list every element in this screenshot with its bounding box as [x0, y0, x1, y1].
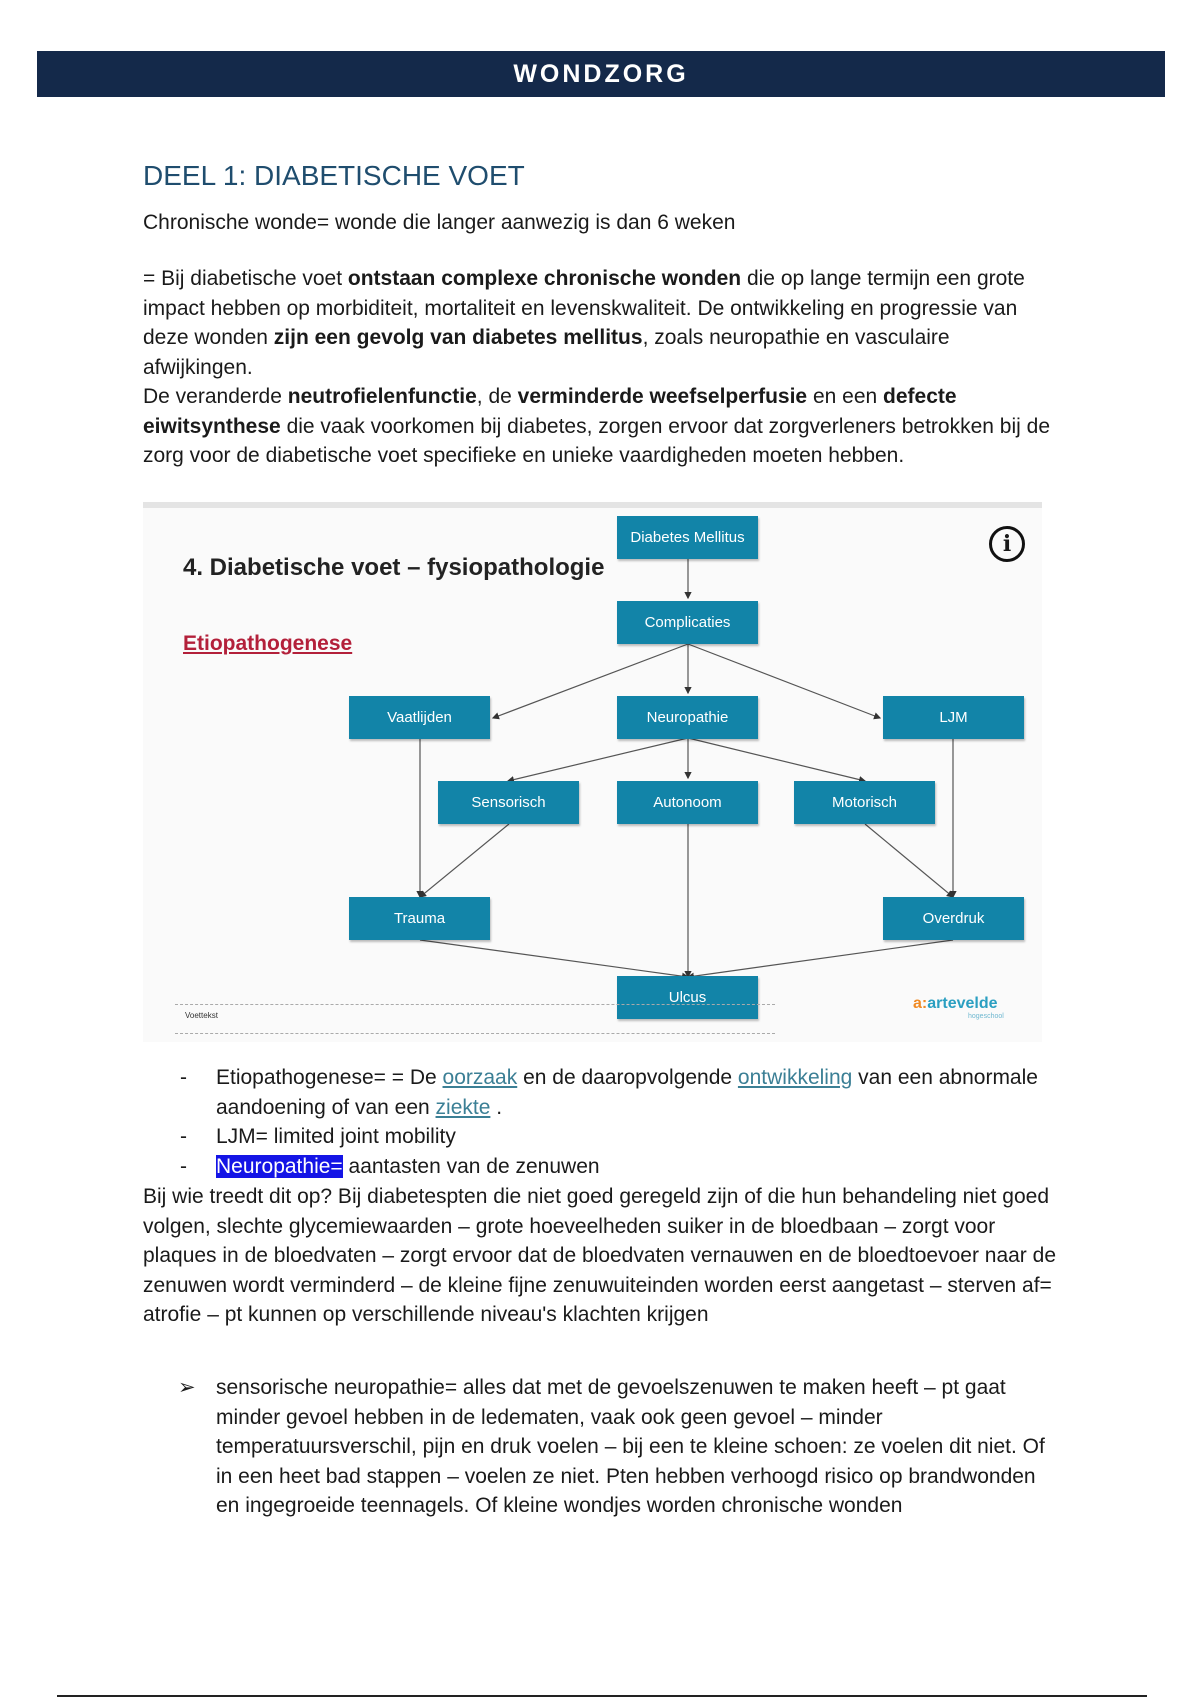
node-sensorisch: Sensorisch	[438, 781, 579, 824]
text-run: , de	[476, 385, 518, 408]
text-run: van een abnormale aandoening of van een	[216, 1066, 1038, 1119]
intro-paragraph-2	[143, 264, 1063, 382]
text-run: en een	[807, 385, 884, 408]
link-ziekte[interactable]: ziekte	[435, 1095, 491, 1119]
bold-run: defecte eiwitsynthese	[143, 385, 957, 438]
text-run: , zoals neuropathie en vasculaire afwijkingen.	[143, 326, 950, 379]
node-ljm: LJM	[883, 696, 1024, 739]
page-header-banner: WONDZORG	[37, 51, 1165, 97]
highlighted-text[interactable]: Neuropathie=	[216, 1154, 343, 1178]
text-run: LJM= limited joint mobility	[216, 1125, 456, 1148]
fysiopathologie-diagram	[143, 502, 1042, 1042]
intro-paragraph-3	[143, 382, 1063, 471]
text-run: De veranderde	[143, 385, 288, 408]
arrow-bullet-icon: ➢	[178, 1376, 196, 1399]
node-motorisch: Motorisch	[794, 781, 935, 824]
bold-run: zijn een gevolg van diabetes mellitus	[273, 326, 643, 349]
diagram-connectors	[143, 508, 1042, 1042]
text-run: = Bij diabetische voet	[143, 267, 348, 290]
text-run: en de daaropvolgende	[517, 1066, 738, 1089]
text-run: Etiopathogenese= = De	[216, 1066, 443, 1089]
node-neuropathie: Neuropathie	[617, 696, 758, 739]
dash-bullet: -	[180, 1125, 187, 1148]
page-bottom-rule	[57, 1695, 1147, 1697]
logo-subtext: hogeschool	[968, 1013, 1004, 1020]
list-item	[143, 1373, 1063, 1521]
diagram-subtitle: Etiopathogenese	[183, 632, 353, 655]
bold-run: neutrofielenfunctie	[287, 385, 477, 408]
node-vaatlijden: Vaatlijden	[349, 696, 490, 739]
dash-bullet: -	[180, 1154, 187, 1178]
footer-label: Voettekst	[185, 1011, 218, 1020]
info-icon[interactable]: i	[989, 526, 1025, 562]
section-heading: DEEL 1: DIABETISCHE VOET	[143, 160, 525, 191]
node-ulcus: Ulcus	[617, 976, 758, 1019]
diagram-title: 4. Diabetische voet – fysiopathologie	[183, 554, 605, 581]
logo-name: artevelde	[927, 995, 998, 1012]
list-item	[143, 1122, 1063, 1152]
node-trauma: Trauma	[349, 897, 490, 940]
text-run: die vaak voorkomen bij diabetes, zorgen ervoor dat zorgverleners betrokken bij de zorg voor de diabetische voet specifieke en unieke vaardigheden moeten hebben.	[143, 414, 1050, 467]
node-complicaties: Complicaties	[617, 601, 758, 644]
list-item	[143, 1063, 1063, 1122]
intro-paragraph-1: Chronische wonde= wonde die langer aanwezig is dan 6 weken	[143, 211, 736, 234]
text-run: sensorische neuropathie= alles dat met de gevoelszenuwen te maken heeft – pt gaat minder gevoel hebben in de ledematen, vaak ook geen gevoel – minder temperatuursverschil, pijn en druk voelen – bij een te kleine schoen: ze voelen dit niet. Of in een heet bad stappen – voelen ze niet. Pten hebben verhoogd risico op brandwonden en ingegroeide teennagels. Of kleine wondjes worden chronische wonden	[216, 1376, 1045, 1517]
text-run: .	[490, 1095, 503, 1119]
link-ontwikkeling[interactable]: ontwikkeling	[737, 1066, 853, 1089]
sub-list	[143, 1373, 1063, 1521]
definition-list	[143, 1063, 1063, 1181]
dash-bullet: -	[180, 1066, 187, 1089]
node-diabetes-mellitus: Diabetes Mellitus	[617, 516, 758, 559]
node-autonoom: Autonoom	[617, 781, 758, 824]
footer-placeholder-box	[175, 1004, 775, 1034]
node-overdruk: Overdruk	[883, 897, 1024, 940]
bold-run: ontstaan complexe chronische wonden	[347, 267, 742, 290]
text-run: aantasten van de zenuwen	[342, 1154, 600, 1178]
list-item	[143, 1152, 1063, 1182]
body-paragraph: Bij wie treedt dit op? Bij diabetespten die niet goed geregeld zijn of die hun behandeling niet goed volgen, slechte glycemiewaarden – grote hoeveelheden suiker in de bloedbaan – zorgt voor plaques in de bloedvaten – zorgt ervoor dat de bloedvaten vernauwen en de bloedtoevoer naar de zenuwen wordt verminderd – de kleine fijne zenuwuiteinden worden eerst aangetast – sterven af= atrofie – pt kunnen op verschillende niveau's klachten krijgen	[143, 1185, 1056, 1326]
logo-prefix: a:	[913, 995, 928, 1012]
artevelde-logo	[913, 995, 998, 1013]
text-run: die op lange termijn een grote impact hebben op morbiditeit, mortaliteit en levenskwaliteit. De ontwikkeling en progressie van deze wonden	[143, 267, 1025, 349]
bold-run: verminderde weefselperfusie	[517, 385, 808, 408]
link-oorzaak[interactable]: oorzaak	[442, 1066, 518, 1089]
